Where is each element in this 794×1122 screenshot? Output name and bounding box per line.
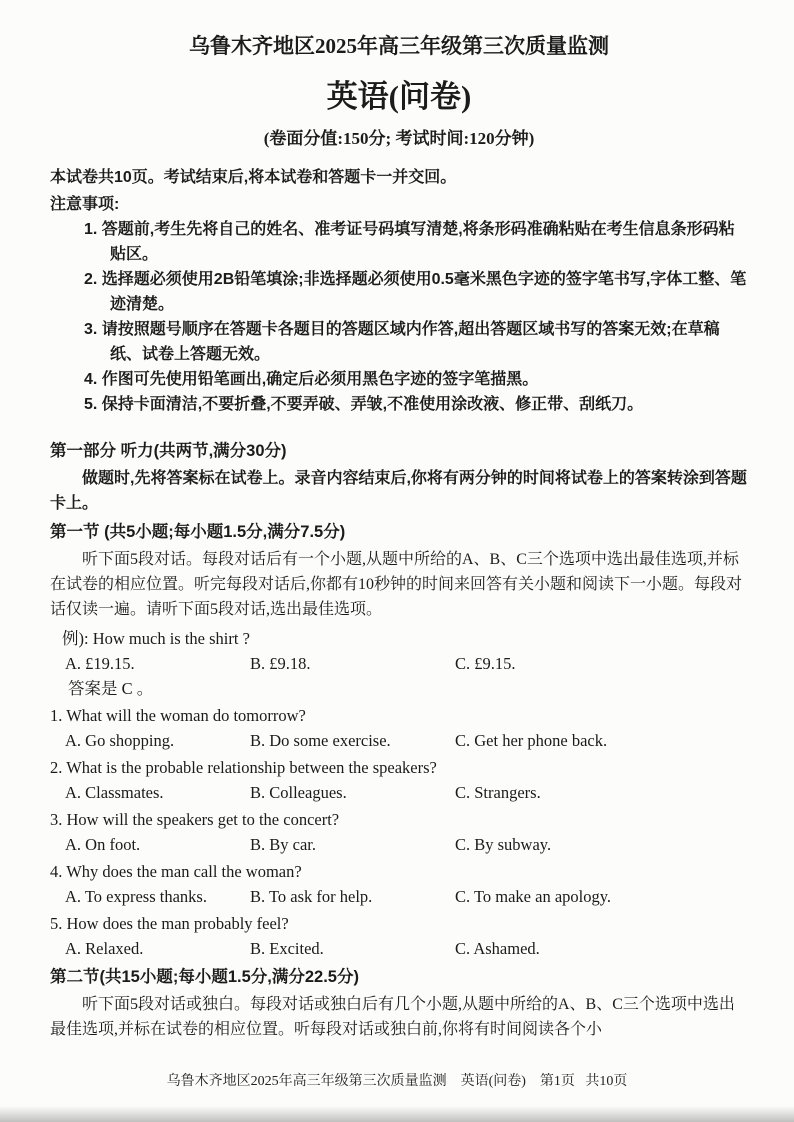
- example-options: [50, 651, 748, 676]
- example-question: 例): How much is the shirt ?: [62, 629, 250, 648]
- option-a: A. To express thanks.: [65, 887, 207, 906]
- option-c: C. Strangers.: [455, 783, 541, 802]
- question-options: [50, 832, 748, 857]
- question-block-1: [50, 703, 748, 753]
- option-b: B. Colleagues.: [250, 783, 347, 802]
- question-options: [50, 936, 748, 961]
- question-options: [50, 780, 748, 805]
- question-block-4: [50, 859, 748, 909]
- option-a: A. £19.15.: [65, 654, 135, 673]
- score-time-line: (卷面分值:150分; 考试时间:120分钟): [263, 129, 535, 148]
- part1-note: 做题时,先将答案标在试卷上。录音内容结束后,你将有两分钟的时间将试卷上的答案转涂到答题卡上。: [50, 470, 747, 512]
- question-text: 1. What will the woman do tomorrow?: [50, 706, 306, 725]
- section2-heading: 第二节(共15小题;每小题1.5分,满分22.5分): [50, 968, 359, 986]
- option-b: B. Do some exercise.: [250, 731, 391, 750]
- part1-heading: 第一部分 听力(共两节,满分30分): [50, 442, 287, 460]
- notice-list: [50, 217, 748, 417]
- option-a: A. On foot.: [65, 835, 141, 854]
- notice-item-5: 5. 保持卡面清洁,不要折叠,不要弄破、弄皱,不准使用涂改液、修正带、刮纸刀。: [84, 396, 644, 413]
- example-answer: 答案是 C 。: [68, 679, 154, 698]
- option-a: A. Classmates.: [65, 783, 164, 802]
- option-b: B. By car.: [250, 835, 316, 854]
- question-text: 4. Why does the man call the woman?: [50, 862, 302, 881]
- notice-title: 注意事项:: [50, 196, 120, 213]
- question-options: [50, 728, 748, 753]
- section2-instruction: 听下面5段对话或独白。每段对话或独白后有几个小题,从题中所给的A、B、C三个选项中选出最佳选项,并标在试卷的相应位置。听每段对话或独白前,你将有时间阅读各个小: [50, 996, 735, 1038]
- option-c: C. £9.15.: [455, 654, 516, 673]
- question-text: 3. How will the speakers get to the concert?: [50, 810, 340, 829]
- option-c: C. Ashamed.: [455, 939, 540, 958]
- option-c: C. Get her phone back.: [455, 731, 608, 750]
- question-block-5: [50, 911, 748, 961]
- option-b: B. £9.18.: [250, 654, 311, 673]
- option-b: B. To ask for help.: [250, 887, 373, 906]
- question-block-2: [50, 755, 748, 805]
- section1-heading: 第一节 (共5小题;每小题1.5分,满分7.5分): [50, 523, 346, 541]
- notice-item-3: 3. 请按照题号顺序在答题卡各题目的答题区域内作答,超出答题区域书写的答案无效;在草稿纸、试卷上答题无效。: [84, 321, 720, 363]
- notice-item-4: 4. 作图可先使用铅笔画出,确定后必须用黑色字迹的签字笔描黑。: [84, 371, 539, 388]
- page-content: [50, 26, 748, 1042]
- section1-instruction: 听下面5段对话。每段对话后有一个小题,从题中所给的A、B、C三个选项中选出最佳选项,并标在试卷的相应位置。听完每段对话后,你都有10秒钟的时间来回答有关小题和阅读下一小题。每段对话仅读一遍。请听下面5段对话,选出最佳选项。: [50, 551, 743, 618]
- exam-title: 乌鲁木齐地区2025年高三年级第三次质量监测: [189, 34, 609, 58]
- option-c: C. By subway.: [455, 835, 552, 854]
- question-options: [50, 884, 748, 909]
- question-block-3: [50, 807, 748, 857]
- option-c: C. To make an apology.: [455, 887, 612, 906]
- question-text: 5. How does the man probably feel?: [50, 914, 289, 933]
- page-footer: 乌鲁木齐地区2025年高三年级第三次质量监测 英语(问卷) 第1页 共10页: [166, 1074, 628, 1089]
- subject-title: 英语(问卷): [326, 79, 472, 114]
- notice-item-1: 1. 答题前,考生先将自己的姓名、准考证号码填写清楚,将条形码准确粘贴在考生信息条形码粘贴区。: [84, 221, 735, 263]
- option-b: B. Excited.: [250, 939, 324, 958]
- option-a: A. Go shopping.: [65, 731, 175, 750]
- option-a: A. Relaxed.: [65, 939, 144, 958]
- return-note: 本试卷共10页。考试结束后,将本试卷和答题卡一并交回。: [50, 169, 457, 186]
- notice-item-2: 2. 选择题必须使用2B铅笔填涂;非选择题必须使用0.5毫米黑色字迹的签字笔书写,字体工整、笔迹清楚。: [84, 271, 747, 313]
- question-text: 2. What is the probable relationship between the speakers?: [50, 758, 437, 777]
